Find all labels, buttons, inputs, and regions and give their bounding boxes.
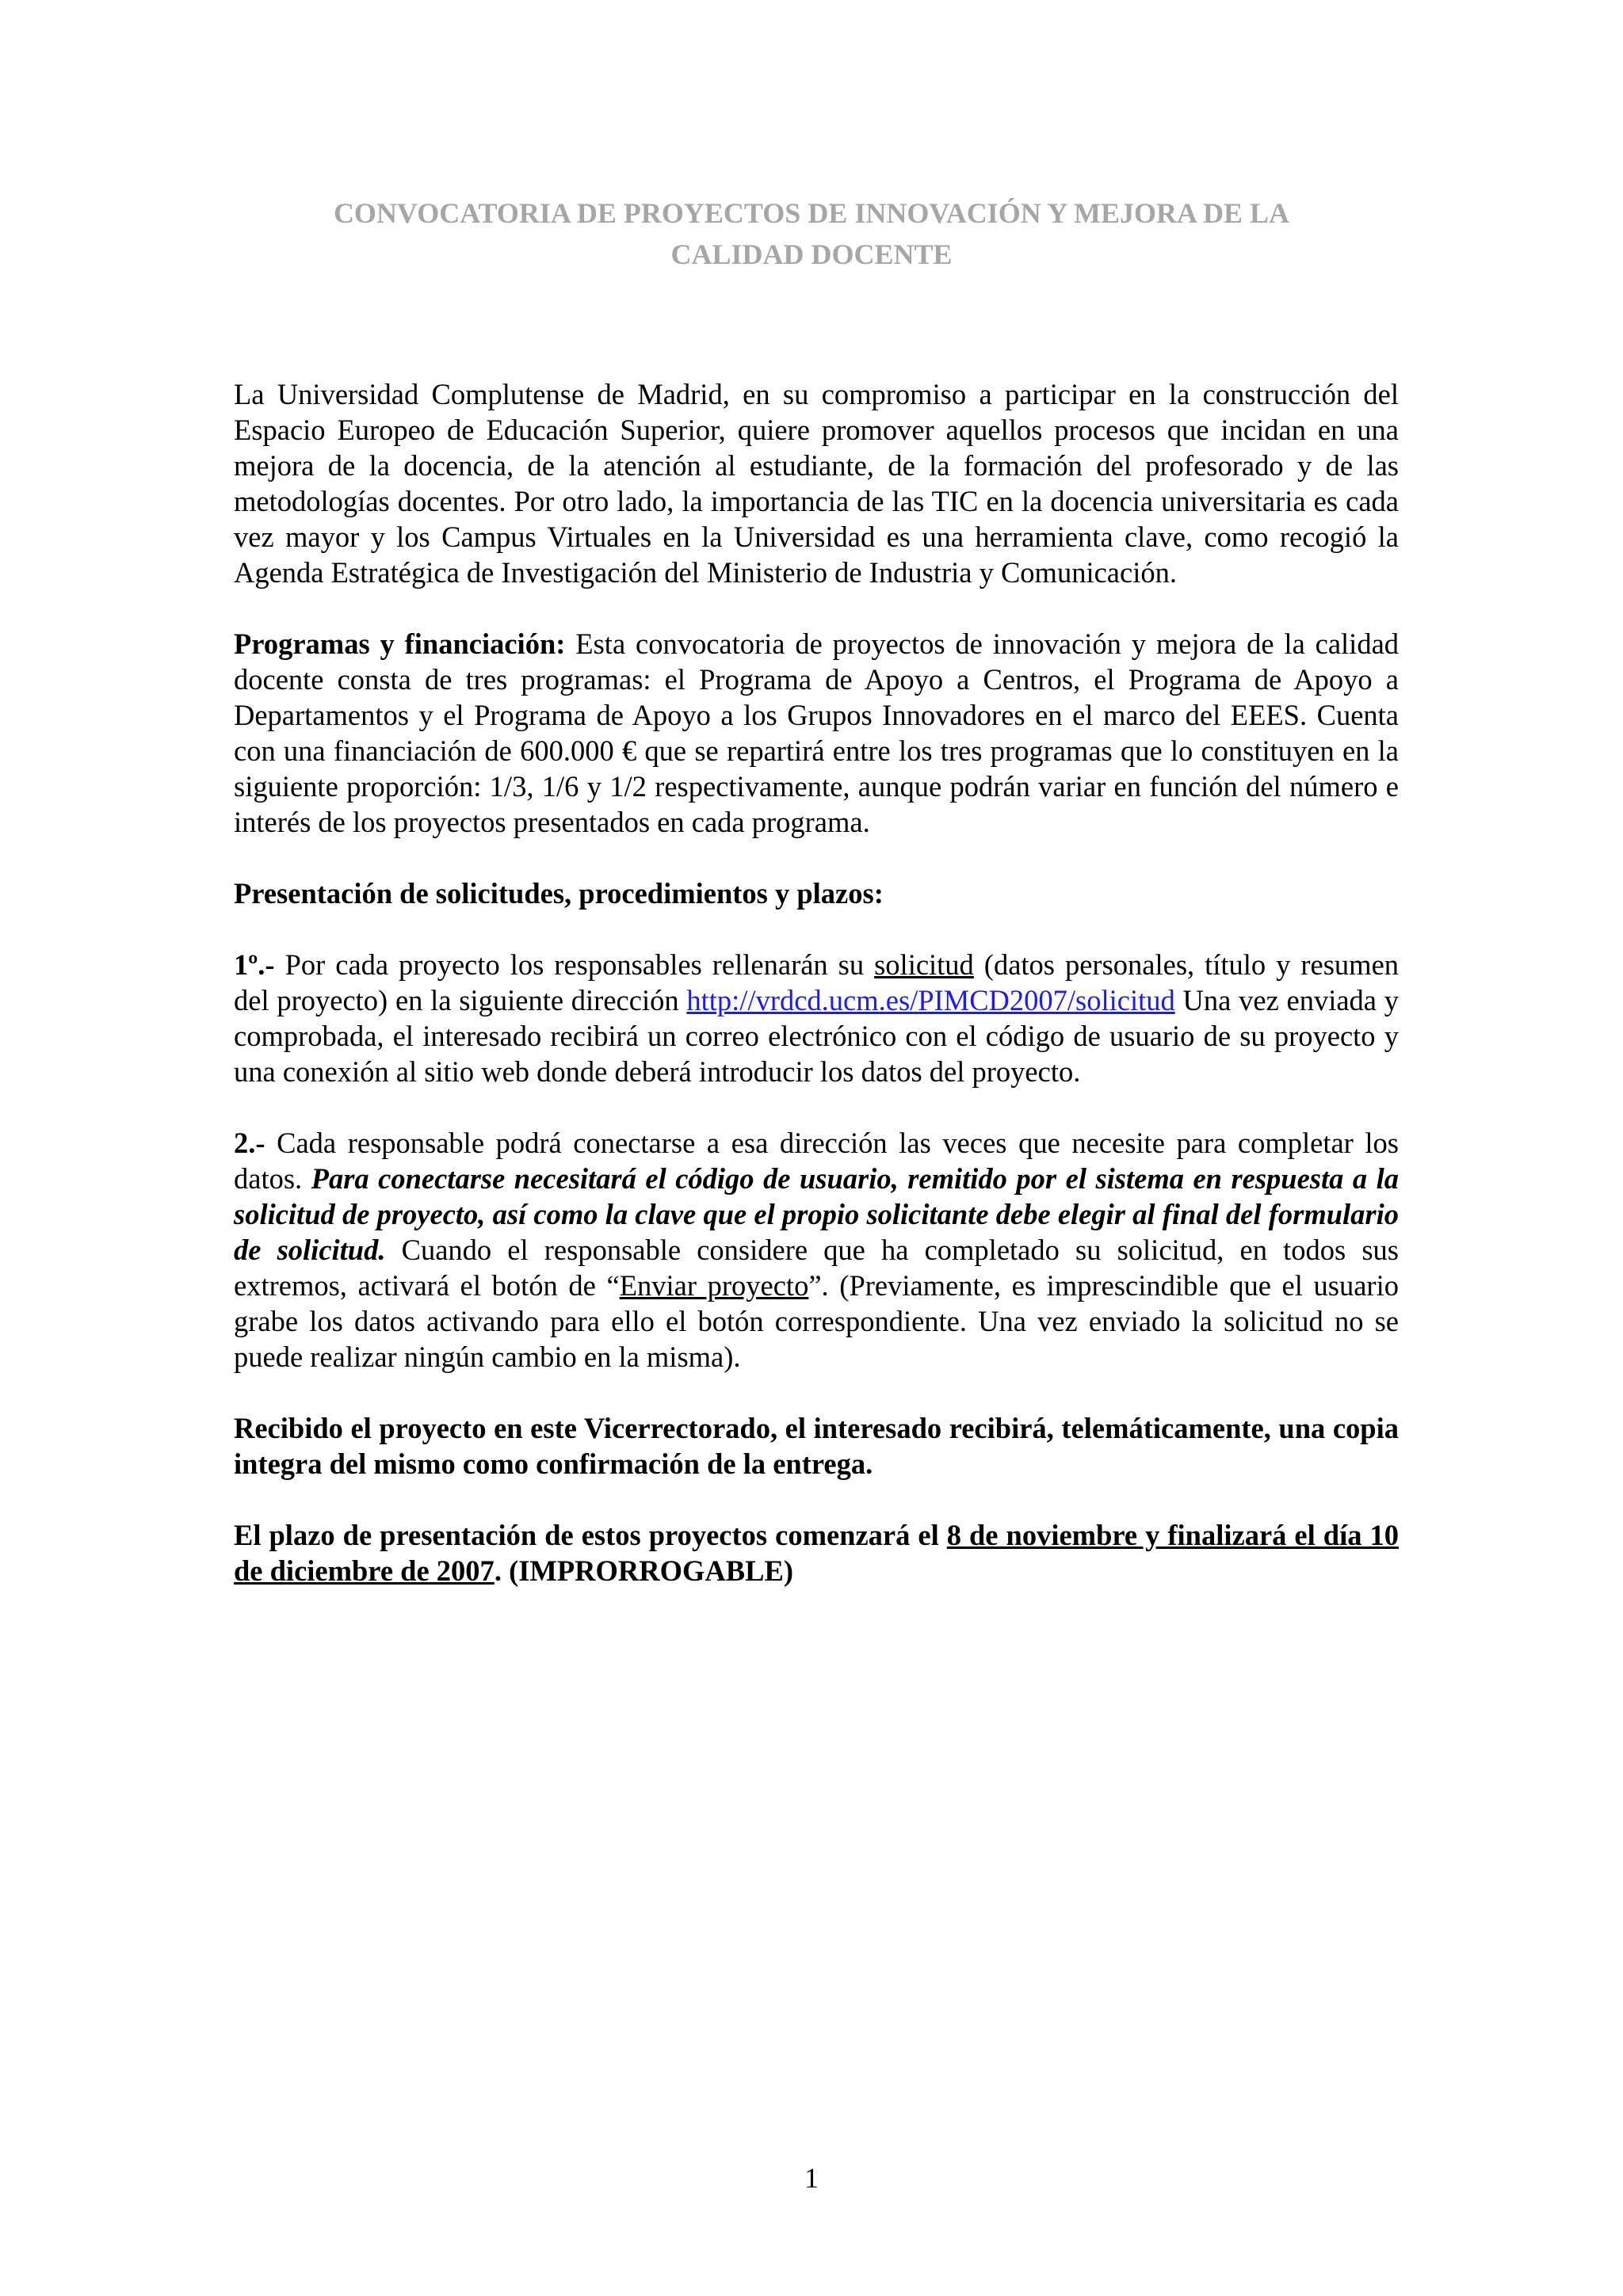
plazo-text-a: El plazo de presentación de estos proyectos comenzará el [234, 1519, 939, 1551]
step-2-number: 2.- [234, 1127, 265, 1159]
plazo-text-b: . (IMPRORROGABLE) [494, 1554, 793, 1587]
plazo-dates: 8 de noviembre y finalizará el día 10 de diciembre de 2007 [234, 1519, 1399, 1587]
step-2-emphasis: Para conectarse necesitará el código de usuario, remitido por el sistema en respuesta a la solicitud de proyecto, así como la clave que el propio solicitante debe elegir al final del formulario de solicitud. [234, 1162, 1400, 1266]
step-1-text-a: Por cada proyecto los responsables rellenarán su [285, 948, 865, 981]
step-1-text-b: (datos personales, título y resumen del proyecto) en la siguiente dirección [234, 948, 1400, 1016]
step-1-number: 1º.- [234, 948, 275, 981]
title-line-2: CALIDAD DOCENTE [670, 238, 953, 270]
programas-text: Esta convocatoria de proyectos de innovación y mejora de la calidad docente consta de tres programas: el Programa de Apoyo a Centros, el Programa de Apoyo a Departamentos y el Programa de Apoyo a los Grupos Innovadores en el marco del EEES. Cuenta con una financiación de 600.000 € que se repartirá entre los tres programas que lo constituyen en la siguiente proporción: 1/3, 1/6 y 1/2 respectivamente, aunque podrán variar en función del número e interés de los proyectos presentados en cada programa. [234, 627, 1400, 838]
step-2-text-b: Cuando el responsable considere que ha completado su solicitud, en todos sus extremos, activará el botón de “ [234, 1234, 1400, 1302]
step-1-text-c: Una vez enviada y comprobada, el interesado recibirá un correo electrónico con el código de usuario de su proyecto y una conexión al sitio web donde deberá introducir los datos del proyecto. [234, 984, 1400, 1088]
presentacion-heading [234, 875, 1399, 911]
step-2-paragraph [234, 1125, 1399, 1375]
solicitud-link[interactable]: http://vrdcd.ucm.es/PIMCD2007/solicitud [686, 984, 1175, 1016]
recibido-paragraph [234, 1410, 1399, 1482]
solicitud-underlined: solicitud [874, 948, 974, 981]
enviar-proyecto-label: Enviar proyecto [619, 1269, 809, 1302]
programas-paragraph [234, 626, 1399, 840]
step-2-text-c: ”. (Previamente, es imprescindible que el usuario grabe los datos activando para ello el botón correspondiente. Una vez enviado la solicitud no se puede realizar ningún cambio en la misma). [234, 1269, 1399, 1373]
title-line-1: CONVOCATORIA DE PROYECTOS DE INNOVACIÓN Y MEJORA DE LA [333, 197, 1290, 229]
page-number: 1 [804, 2162, 819, 2194]
step-2-text-a: Cada responsable podrá conectarse a esa dirección las veces que necesite para completar los datos. [234, 1127, 1400, 1195]
plazo-paragraph [234, 1517, 1399, 1589]
presentacion-heading-text: Presentación de solicitudes, procedimientos y plazos: [234, 877, 884, 910]
document-body [234, 376, 1399, 1589]
recibido-text: Recibido el proyecto en este Vicerrectorado, el interesado recibirá, telemáticamente, una copia integra del mismo como confirmación de la entrega. [234, 1412, 1399, 1480]
step-1-paragraph [234, 947, 1399, 1089]
intro-paragraph: La Universidad Complutense de Madrid, en su compromiso a participar en la construcción del Espacio Europeo de Educación Superior, quiere promover aquellos procesos que incidan en una mejora de la docencia, de la atención al estudiante, de la formación del profesorado y de las metodologías docentes. Por otro lado, la importancia de las TIC en la docencia universitaria es cada vez mayor y los Campus Virtuales en la Universidad es una herramienta clave, como recogió la Agenda Estratégica de Investigación del Ministerio de Industria y Comunicación. [234, 378, 1399, 589]
programas-heading: Programas y financiación: [234, 627, 566, 660]
document-title [230, 193, 1393, 275]
